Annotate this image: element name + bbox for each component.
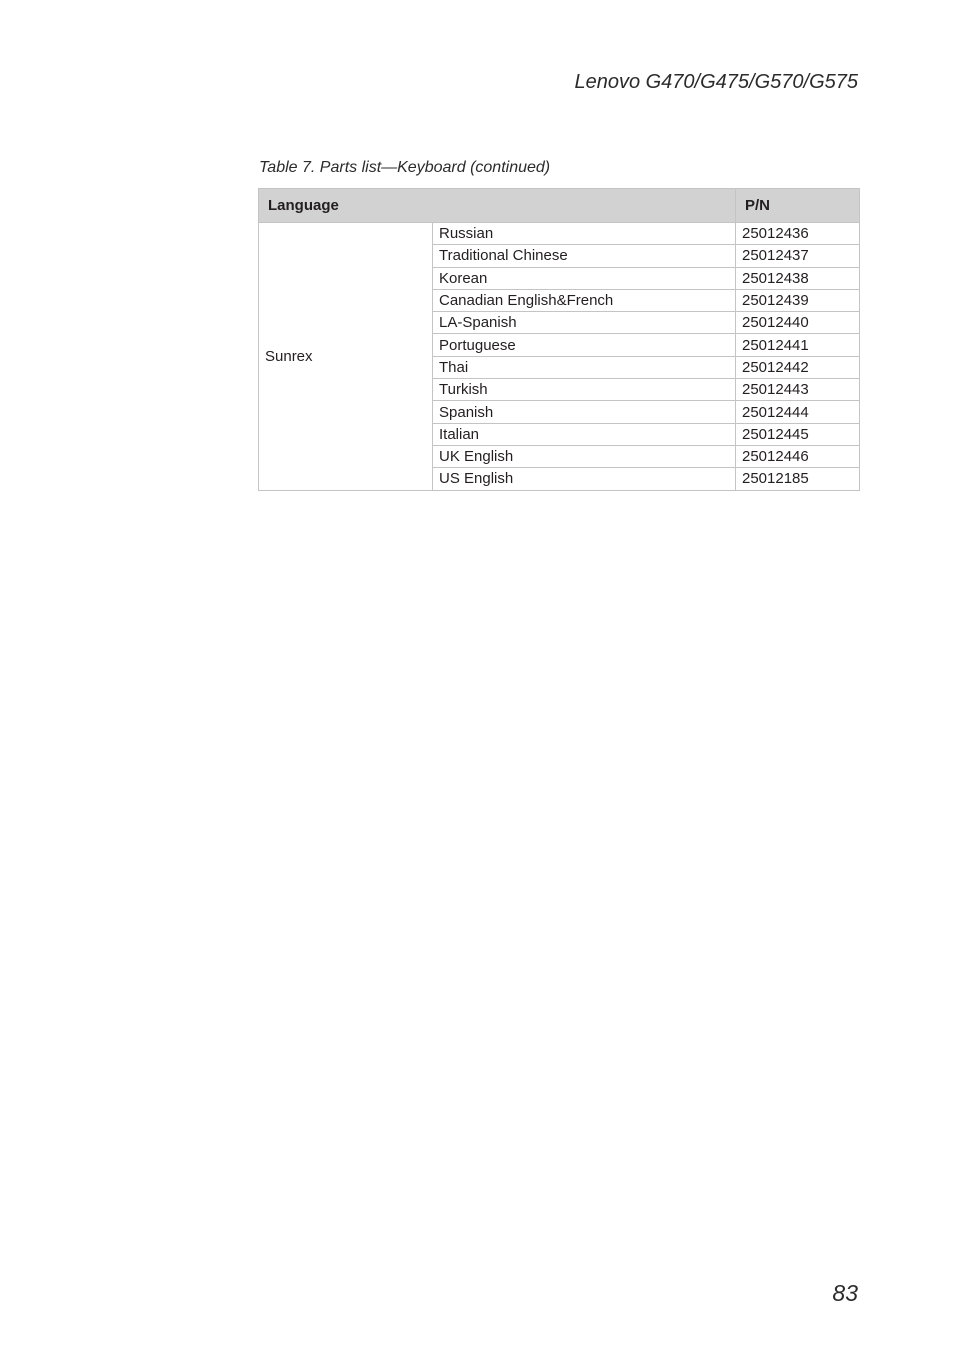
pn-cell: 25012441 [736,334,860,356]
table-row [259,223,860,245]
header-pn: P/N [736,189,860,223]
pn-cell: 25012446 [736,445,860,467]
page-number: 83 [832,1280,858,1306]
pn-cell: 25012443 [736,379,860,401]
table-caption: Table 7. Parts list—Keyboard (continued) [259,159,551,176]
language-cell: LA-Spanish [433,312,736,334]
language-cell: Canadian English&French [433,289,736,311]
language-cell: Russian [433,223,736,245]
language-cell: US English [433,468,736,490]
pn-cell: 25012440 [736,312,860,334]
pn-cell: 25012444 [736,401,860,423]
pn-cell: 25012437 [736,245,860,267]
language-cell: Italian [433,423,736,445]
language-cell: Traditional Chinese [433,245,736,267]
pn-cell: 25012445 [736,423,860,445]
language-cell: Portuguese [433,334,736,356]
pn-cell: 25012442 [736,356,860,378]
pn-cell: 25012436 [736,223,860,245]
language-cell: UK English [433,445,736,467]
pn-cell: 25012438 [736,267,860,289]
table-header-row [259,189,860,223]
language-cell: Turkish [433,379,736,401]
vendor-cell: Sunrex [259,223,433,491]
running-header-title: Lenovo G470/G475/G570/G575 [574,71,858,93]
header-language: Language [259,189,736,223]
language-cell: Korean [433,267,736,289]
table-body [259,223,860,491]
pn-cell: 25012185 [736,468,860,490]
pn-cell: 25012439 [736,289,860,311]
parts-list-table [258,188,860,491]
language-cell: Spanish [433,401,736,423]
language-cell: Thai [433,356,736,378]
